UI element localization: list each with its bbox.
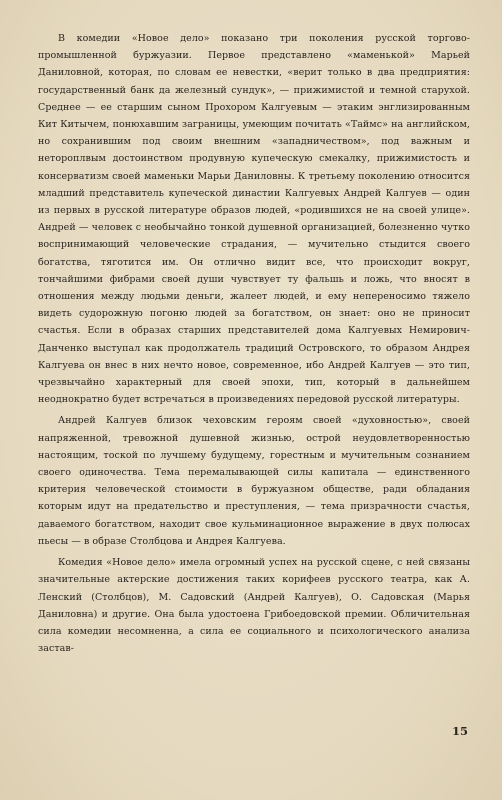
paragraph-2: Андрей Калгуев близок чеховским героям своей «духовностью», своей напряженной, тревожной душевной жизнью, острой неудовлетворенностью настоящим, тоской по лучшему будущему, горестным и мучительным сознанием своего одиночества. Тема перемалывающей силы капитала — единственного критерия человеческой стоимости в буржуазном обществе, ради обладания которым идут на предательство и преступления, — тема призрачности счастья, даваемого богатством, находит свое кульминационное выражение в двух полюсах пьесы — в образе Столбцова и Андрея Калгуева. xyxy=(38,415,470,547)
paragraph-3: Комедия «Новое дело» имела огромный успех на русской сцене, с ней связаны значительные актерские достижения таких корифеев русского театра, как А. Ленский (Столбцов), М. Садовский (Андрей Калгуев), О. Садовская (Марья Даниловна) и другие. Она была удостоена Грибоедовской премии. Обличительная сила комедии несомненна, а сила ее социального и психологического анализа застав- xyxy=(38,557,470,655)
page-number: 15 xyxy=(451,724,468,738)
paragraph-1: В комедии «Новое дело» показано три поколения русской торгово-промышленной буржуазии. Первое представлено «маменькой» Марьей Даниловной, которая, по словам ее невестки, «верит только в два предприятия: государственный банк да железный сундук», — прижимистой и темной старухой. Среднее — ее старшим сыном Прохором Калгуевым — этаким энглизированным Кит Китычем, понюхавшим заграницы, умеющим почитать «Таймс» на английском, но сохранившим под своим внешним «западничеством», под важным и нетороплвым достоинством продувную купеческую смекалку, прижимистость и консерватизм своей маменьки Марьи Даниловны. К третьему поколению относится младший представитель купеческой династии Калгуевых Андрей Калгуев — один из первых в русской литературе образов людей, «родившихся не на своей улице». Андрей — человек с необычайно тонкой душевной организацией, болезненно чутко воспринимающий человеческие страдания, — мучительно стыдится своего богатства, тяготится им. Он отлично видит все, что происходит вокруг, тончайшими фибрами своей души чувствует ту фальшь и ложь, что вносят в отношения между людьми деньги, жалеет людей, и ему непереносимо тяжело видеть судорожную погоню людей за богатством, он знает: оно не приносит счастья. Если в образах старших представителей дома Калгуевых Немирович-Данченко выступал как продолжатель традиций Островского, то образом Андрея Калгуева он внес в них нечто новое, современное, ибо Андрей Калгуев — это тип, чрезвычайно характерный для своей эпохи, тип, который в дальнейшем неоднократно будет встречаться в произведениях передовой русской литературы. xyxy=(38,33,470,406)
body-text xyxy=(38,30,470,657)
